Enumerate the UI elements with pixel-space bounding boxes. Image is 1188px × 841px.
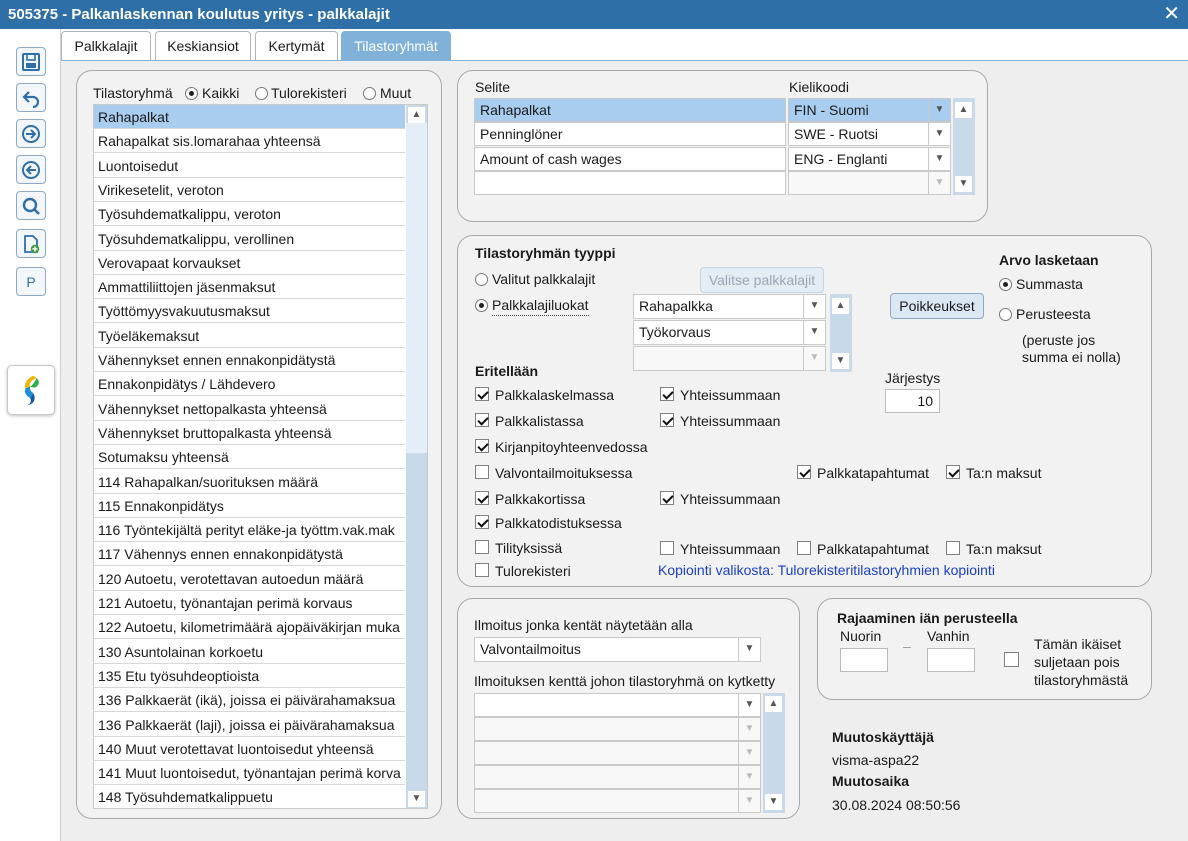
tan-maksut-label-1: Ta:n maksut (966, 465, 1042, 481)
group-list-item[interactable]: 122 Autoetu, kilometrimäärä ajopäiväkirjan muka (94, 615, 405, 639)
age-dash: – (903, 638, 911, 654)
arvo-note-2: summa ei nolla) (1022, 349, 1121, 365)
filter-tulorekisteri-radio[interactable] (255, 87, 268, 100)
yhteissummaan-label-1: Yhteissummaan (680, 387, 781, 403)
chevron-down-icon: ▼ (738, 718, 760, 740)
tilitys-tan-maksut-checkbox[interactable] (946, 541, 960, 555)
group-list-item[interactable]: 115 Ennakonpidätys (94, 494, 405, 518)
select-palkkalajit-button[interactable]: Valitse palkkalajit (700, 267, 824, 293)
yhteissummaan-label-3: Yhteissummaan (680, 491, 781, 507)
chevron-down-icon: ▼ (738, 766, 760, 788)
filter-all-radio[interactable] (185, 87, 198, 100)
group-list-item[interactable]: Työsuhdematkalippu, verollinen (94, 227, 405, 251)
group-list-item[interactable]: Työsuhdematkalippu, veroton (94, 202, 405, 226)
group-list-item[interactable]: Sotumaksu yhteensä (94, 445, 405, 469)
exclude-label-1: Tämän ikäiset (1034, 636, 1122, 652)
nuorin-input[interactable] (840, 648, 888, 672)
group-list-item[interactable]: Rahapalkat sis.lomarahaa yhteensä (94, 129, 405, 153)
scroll-up-icon[interactable]: ▲ (955, 102, 972, 118)
yhteissummaan-label-2: Yhteissummaan (680, 413, 781, 429)
scroll-down-icon[interactable]: ▼ (408, 791, 425, 807)
close-icon[interactable]: ✕ (1163, 3, 1180, 25)
tab-kesken[interactable]: Keskiansiot (155, 31, 251, 61)
type-valitut-label: Valitut palkkalajit (492, 271, 596, 287)
exclude-age-checkbox[interactable] (1004, 652, 1019, 667)
tilitys-checkbox[interactable] (475, 540, 489, 554)
palkkakortissa-checkbox[interactable] (475, 491, 489, 505)
chevron-down-icon: ▼ (738, 742, 760, 764)
tilitys-yhteissummaan-checkbox[interactable] (660, 541, 674, 555)
group-list-item[interactable]: 136 Palkkaerät (laji), joissa ei päivärahamaksua (94, 713, 405, 737)
left-toolbar (0, 29, 61, 841)
filter-tulorekisteri-label: Tulorekisteri (271, 85, 347, 101)
palkkatapahtumat-label-2: Palkkatapahtumat (817, 541, 930, 557)
order-label: Järjestys (885, 370, 941, 386)
group-list-item[interactable]: 141 Muut luontoisedut, työnantajan perimä korva (94, 761, 405, 785)
class-row-2[interactable]: Työkorvaus ▼ (633, 320, 826, 345)
group-list-item[interactable]: 135 Etu työsuhdeoptioista (94, 664, 405, 688)
scroll-up-icon[interactable]: ▲ (408, 107, 425, 123)
group-list-item[interactable]: 120 Autoetu, verotettavan autoedun määrä (94, 567, 405, 591)
exclude-label-2: suljetaan pois (1034, 654, 1120, 670)
tulorekisteri-checkbox[interactable] (475, 563, 489, 577)
desc-row-1-text[interactable]: Rahapalkat (474, 98, 786, 122)
desc-row-4-text[interactable] (474, 171, 786, 195)
visma-logo-icon[interactable] (7, 365, 55, 415)
search-icon[interactable] (16, 191, 46, 220)
desc-row-2-text[interactable]: Penninglöner (474, 122, 786, 146)
scroll-up-icon[interactable]: ▲ (765, 696, 782, 712)
arvo-perusteesta-radio[interactable] (999, 308, 1012, 321)
tab-bar (61, 29, 1188, 61)
chevron-down-icon[interactable]: ▼ (928, 148, 950, 170)
window-title: 505375 - Palkanlaskennan koulutus yritys - palkkalajit (8, 6, 390, 23)
field-row-1[interactable] (474, 693, 761, 717)
tilitys-label: Tilityksissä (495, 540, 563, 556)
group-list-item[interactable]: Ennakonpidätys / Lähdevero (94, 372, 405, 396)
arvo-summasta-radio[interactable] (999, 278, 1012, 291)
new-document-icon[interactable] (16, 229, 46, 258)
valvonta-palkkatapahtumat-checkbox[interactable] (797, 465, 811, 479)
exclude-label-3: tilastoryhmästä (1034, 672, 1129, 688)
kirjanpito-checkbox[interactable] (475, 439, 489, 453)
tab-kertymat[interactable]: Kertymät (255, 31, 338, 61)
group-list-item[interactable]: Työttömyysvakuutusmaksut (94, 299, 405, 323)
vanhin-input[interactable] (927, 648, 975, 672)
arvo-perusteesta-label: Perusteesta (1016, 306, 1091, 322)
type-luokat-radio[interactable] (475, 299, 488, 312)
desc-row-3-lang[interactable]: ENG - Englanti ▼ (788, 147, 951, 171)
valvonta-tan-maksut-checkbox[interactable] (946, 465, 960, 479)
palkkalaskelmassa-checkbox[interactable] (475, 387, 489, 401)
group-list-item[interactable]: Vähennykset nettopalkasta yhteensä (94, 397, 405, 421)
group-list-item[interactable]: 116 Työntekijältä perityt eläke-ja työttm.vak.mak (94, 518, 405, 542)
desc-row-4-lang[interactable] (788, 171, 951, 195)
tulorekisteri-label: Tulorekisteri (495, 563, 571, 579)
chevron-down-icon: ▼ (738, 790, 760, 812)
scroll-down-icon[interactable]: ▼ (832, 353, 849, 369)
palkkatodistus-checkbox[interactable] (475, 515, 489, 529)
window-titlebar (0, 0, 1188, 29)
group-label: Tilastoryhmä (93, 85, 173, 101)
palkkatodistus-label: Palkkatodistuksessa (495, 515, 622, 531)
chevron-down-icon[interactable]: ▼ (928, 123, 950, 145)
tilitys-palkkatapahtumat-checkbox[interactable] (797, 541, 811, 555)
scroll-down-icon[interactable]: ▼ (955, 176, 972, 192)
modified-by-label: Muutoskäyttäjä (832, 729, 934, 745)
palkkakortissa-yhteissummaan-checkbox[interactable] (660, 491, 674, 505)
vanhin-label: Vanhin (927, 628, 970, 644)
chevron-down-icon: ▼ (803, 347, 825, 370)
filter-muut-label: Muut (380, 85, 412, 101)
tab-tilastoryhmat[interactable]: Tilastoryhmät (341, 31, 451, 61)
scroll-down-icon[interactable]: ▼ (765, 794, 782, 810)
valvonta-checkbox[interactable] (475, 465, 489, 479)
chevron-down-icon[interactable]: ▼ (803, 295, 825, 318)
desc-row-3-text[interactable]: Amount of cash wages (474, 147, 786, 171)
age-heading: Rajaaminen iän perusteella (837, 610, 1018, 626)
report-select[interactable]: Valvontailmoitus ▼ (474, 637, 761, 662)
group-list (93, 104, 428, 809)
copy-link[interactable]: Kopiointi valikosta: Tulorekisteritilastoryhmien kopiointi (658, 562, 995, 578)
modified-at-label: Muutosaika (832, 773, 910, 789)
group-list-item[interactable]: 117 Vähennys ennen ennakonpidätystä (94, 542, 405, 566)
kirjanpito-label: Kirjanpitoyhteenvedossa (495, 439, 648, 455)
valvonta-label: Valvontailmoituksessa (495, 465, 633, 481)
palkkalaskelmassa-label: Palkkalaskelmassa (495, 387, 615, 403)
col-selite-header: Selite (475, 79, 511, 95)
filter-all-label: Kaikki (202, 85, 240, 101)
group-list-item[interactable]: Verovapaat korvaukset (94, 251, 405, 275)
palkkalistassa-checkbox[interactable] (475, 413, 489, 427)
chevron-down-icon: ▼ (928, 172, 950, 194)
group-list-item[interactable]: 140 Muut verotettavat luontoisedut yhteensä (94, 737, 405, 761)
scroll-up-icon[interactable]: ▲ (832, 298, 849, 314)
col-kieli-header: Kielikoodi (789, 79, 849, 95)
group-list-item[interactable]: Vähennykset ennen ennakonpidätystä (94, 348, 405, 372)
exceptions-button[interactable]: Poikkeukset (890, 293, 984, 319)
field-row-4[interactable] (474, 765, 761, 789)
field-label: Ilmoituksen kenttä johon tilastoryhmä on kytketty (474, 673, 776, 689)
arvo-summasta-label: Summasta (1016, 276, 1083, 292)
chevron-down-icon[interactable]: ▼ (803, 321, 825, 344)
group-list-item[interactable]: Luontoisedut (94, 154, 405, 178)
group-list-item[interactable]: Rahapalkat (94, 105, 405, 129)
class-row-1[interactable]: Rahapalkka ▼ (633, 294, 826, 319)
arvo-heading: Arvo lasketaan (999, 252, 1099, 268)
group-list-item[interactable]: 136 Palkkaerät (ikä), joissa ei päivärahamaksua (94, 688, 405, 712)
type-luokat-label: Palkkalajiluokat (492, 297, 589, 316)
filter-muut-radio[interactable] (363, 87, 376, 100)
save-icon[interactable] (16, 47, 46, 76)
palkkalistassa-label: Palkkalistassa (495, 413, 584, 429)
group-list-item[interactable]: Ammattiliittojen jäsenmaksut (94, 275, 405, 299)
group-list-item[interactable]: Virikesetelit, veroton (94, 178, 405, 202)
undo-icon[interactable] (16, 83, 46, 112)
palkkalistassa-yhteissummaan-checkbox[interactable] (660, 413, 674, 427)
chevron-down-icon[interactable]: ▼ (928, 99, 950, 121)
field-row-2[interactable] (474, 717, 761, 741)
next-icon[interactable] (16, 119, 46, 148)
chevron-down-icon[interactable]: ▼ (738, 694, 760, 716)
p-button[interactable]: P (16, 267, 46, 296)
description-panel (457, 70, 988, 222)
type-heading: Tilastoryhmän tyyppi (475, 245, 616, 261)
field-row-5[interactable] (474, 789, 761, 813)
modified-by-value: visma-aspa22 (832, 752, 920, 768)
group-list-scroll-thumb[interactable] (406, 123, 428, 453)
order-input[interactable]: 10 (885, 389, 940, 413)
desc-row-1-lang[interactable]: FIN - Suomi ▼ (788, 98, 951, 122)
eritellaan-heading: Eritellään (475, 363, 539, 379)
palkkakortissa-label: Palkkakortissa (495, 491, 586, 507)
class-row-3[interactable] (633, 346, 826, 371)
group-list-item[interactable]: 130 Asuntolainan korkoetu (94, 640, 405, 664)
arvo-note-1: (peruste jos (1022, 332, 1096, 348)
nuorin-label: Nuorin (840, 628, 882, 644)
group-list-item[interactable]: 148 Työsuhdematkalippuetu (94, 785, 405, 809)
tan-maksut-label-2: Ta:n maksut (966, 541, 1042, 557)
type-valitut-radio[interactable] (475, 273, 488, 286)
modified-at-value: 30.08.2024 08:50:56 (832, 797, 961, 813)
field-row-3[interactable] (474, 741, 761, 765)
palkkalaskelmassa-yhteissummaan-checkbox[interactable] (660, 387, 674, 401)
yhteissummaan-label-4: Yhteissummaan (680, 541, 781, 557)
group-list-item[interactable]: 114 Rahapalkan/suorituksen määrä (94, 470, 405, 494)
group-list-item[interactable]: Vähennykset bruttopalkasta yhteensä (94, 421, 405, 445)
palkkatapahtumat-label-1: Palkkatapahtumat (817, 465, 930, 481)
group-list-item[interactable]: Työeläkemaksut (94, 324, 405, 348)
chevron-down-icon[interactable]: ▼ (738, 638, 760, 661)
report-label: Ilmoitus jonka kentät näytetään alla (474, 617, 693, 633)
desc-row-2-lang[interactable]: SWE - Ruotsi ▼ (788, 122, 951, 146)
previous-icon[interactable] (16, 155, 46, 184)
group-list-item[interactable]: 121 Autoetu, työnantajan perimä korvaus (94, 591, 405, 615)
tab-palkkalajit[interactable]: Palkkalajit (61, 31, 151, 61)
